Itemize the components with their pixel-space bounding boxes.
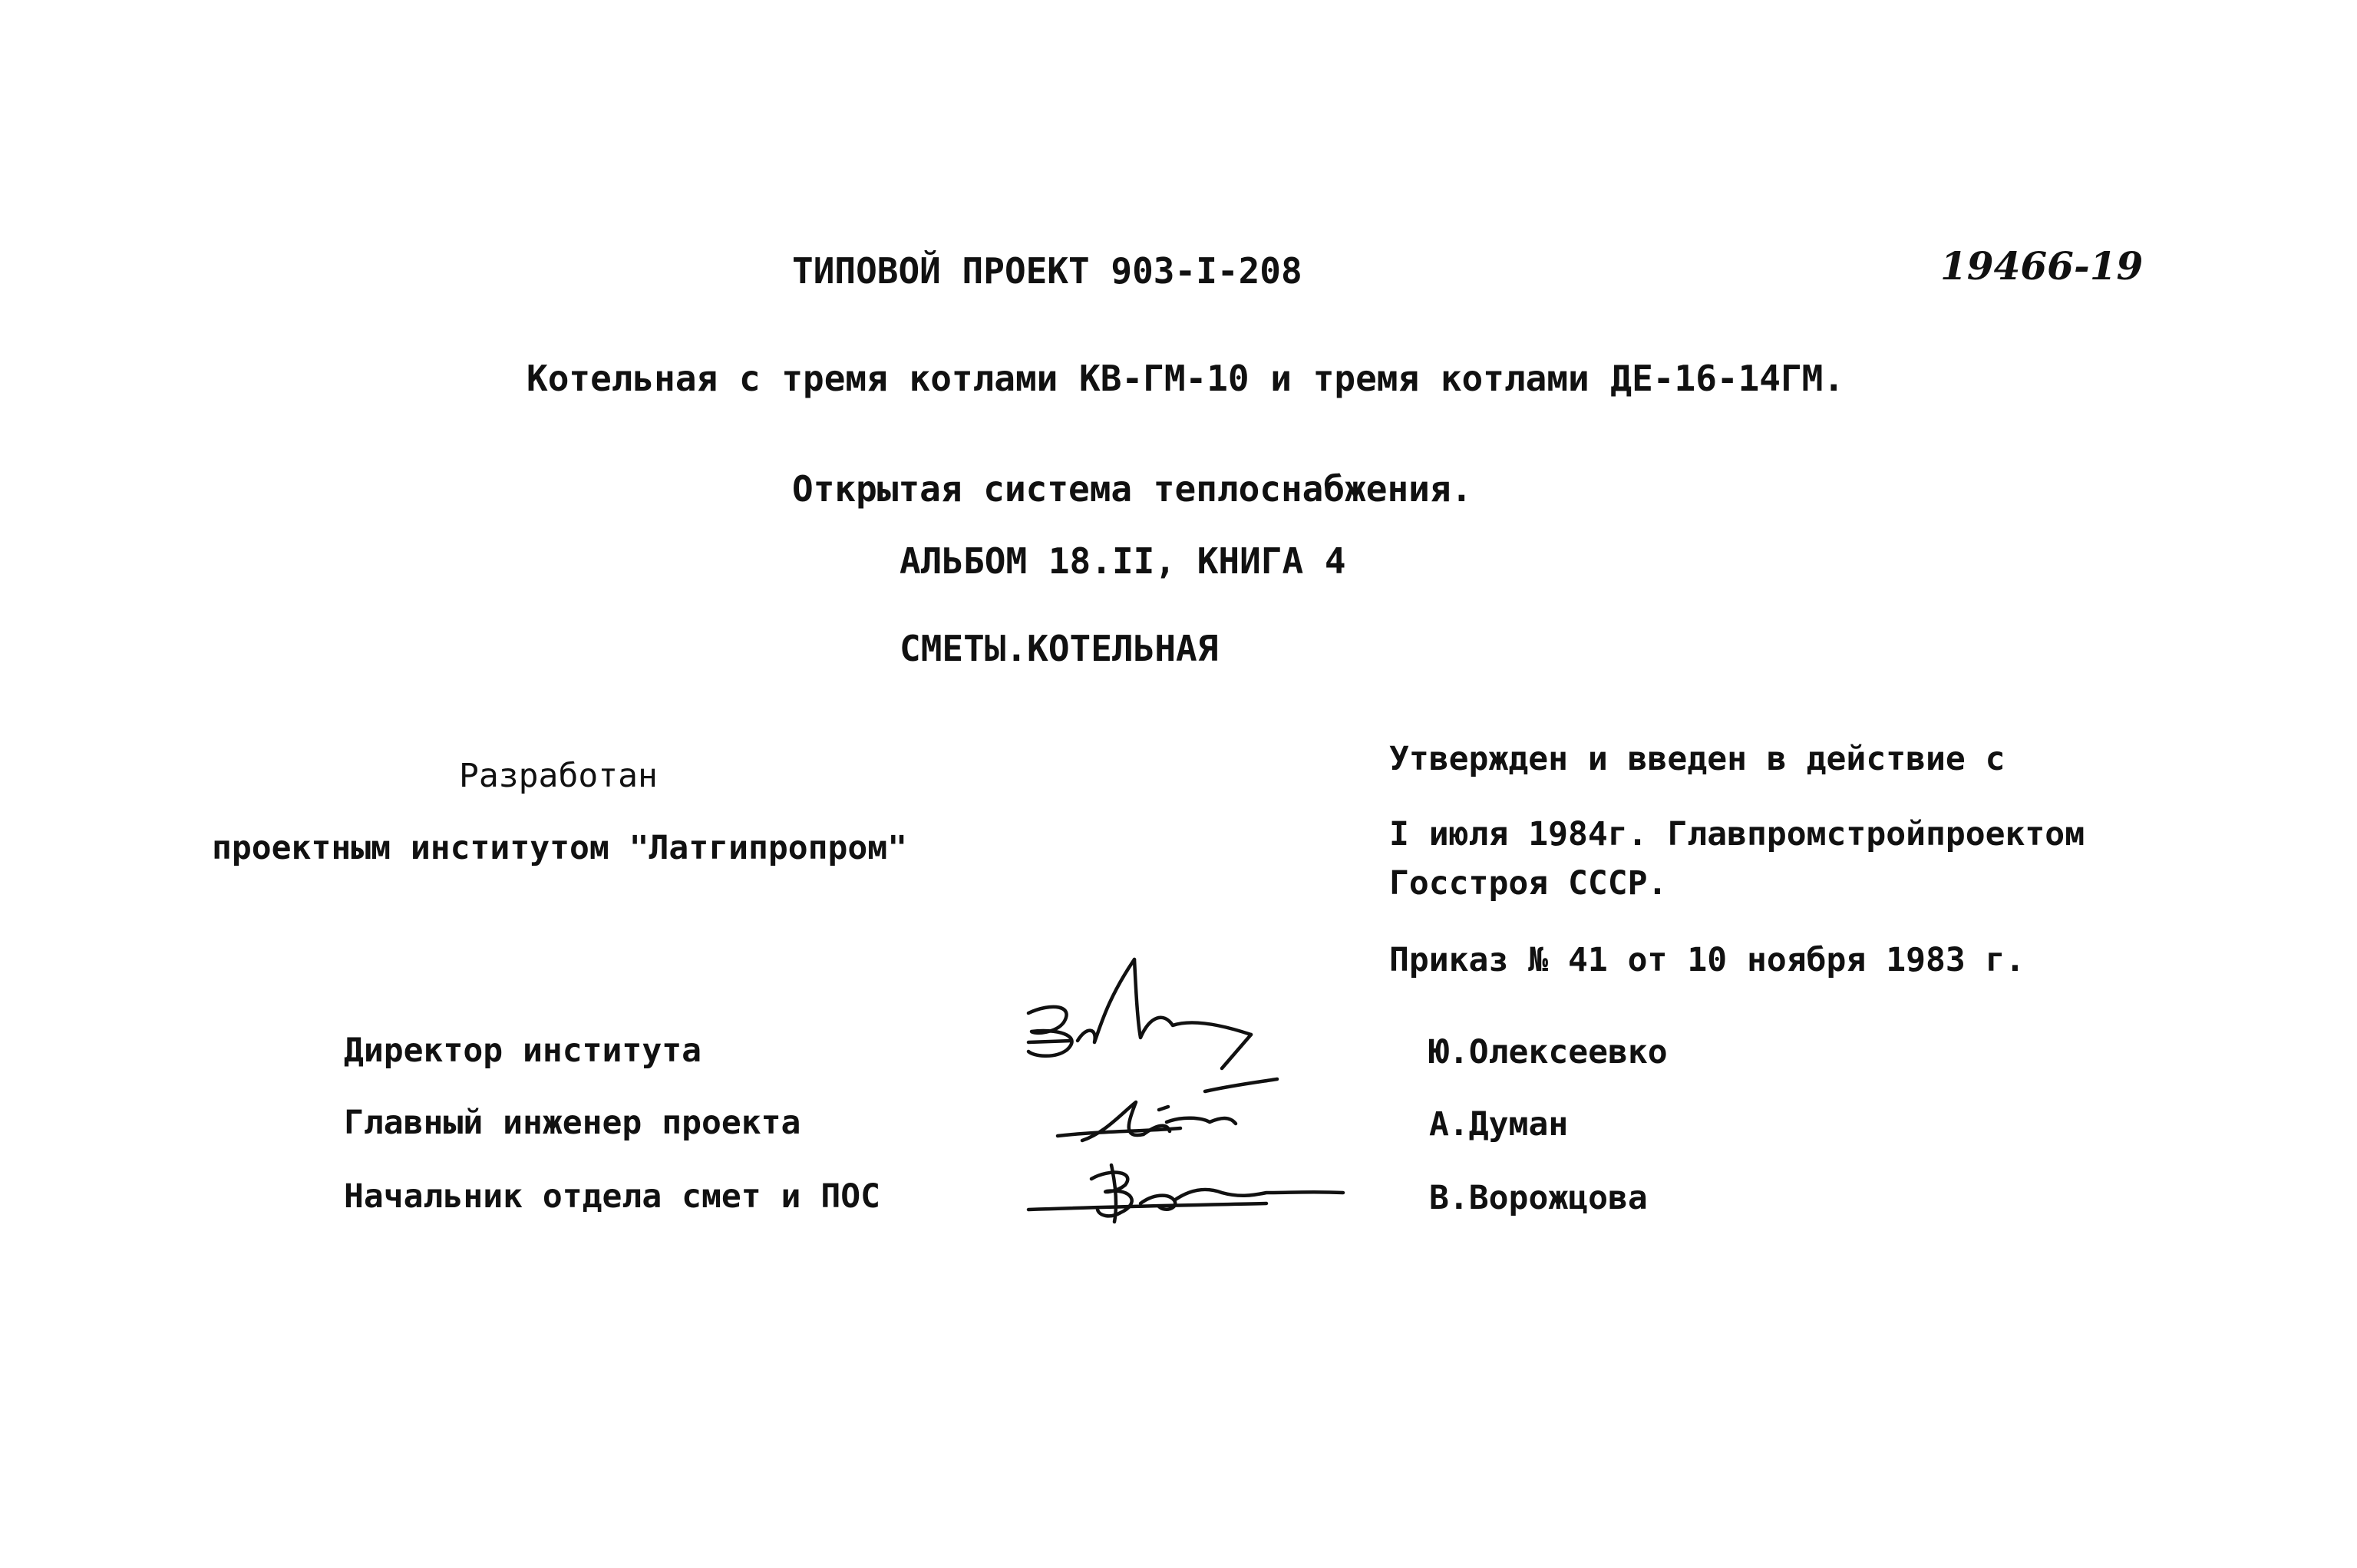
developer-label: Разработан: [459, 757, 658, 795]
signature-head-of-department: [1021, 1148, 1374, 1233]
archive-number: 19466-19: [1940, 243, 2144, 289]
project-description: Котельная с тремя котлами КВ-ГМ-10 и тремя котлами ДЕ-16-14ГМ.: [527, 358, 1845, 399]
signatory-role: Главный инженер проекта: [344, 1104, 801, 1142]
approval-order: Приказ № 41 от 10 ноября 1983 г.: [1389, 941, 2025, 979]
developer-institute: проектным институтом "Латгипропром": [212, 829, 908, 867]
signatory-name: В.Ворожцова: [1429, 1179, 1648, 1217]
approval-line-1: Утвержден и введен в действие с: [1389, 740, 2005, 778]
approval-line-3: Госстроя СССР.: [1389, 864, 1668, 903]
approval-line-2: I июля 1984г. Главпромстройпроектом: [1389, 815, 2085, 853]
section-title: СМЕТЫ.КОТЕЛЬНАЯ: [900, 628, 1219, 669]
album-line: АЛЬБОМ 18.II, КНИГА 4: [900, 540, 1346, 582]
signatory-name: А.Думан: [1429, 1105, 1569, 1144]
signatory-name: Ю.Олексеевко: [1429, 1033, 1668, 1071]
signature-director: [1021, 952, 1266, 1082]
heating-system-line: Открытая система теплоснабжения.: [792, 468, 1473, 510]
signatory-role: Начальник отдела смет и ПОС: [344, 1177, 880, 1216]
signatory-role: Директор института: [344, 1032, 701, 1070]
project-title: ТИПОВОЙ ПРОЕКТ 903-I-208: [792, 250, 1302, 292]
signature-chief-engineer: [1051, 1074, 1297, 1159]
